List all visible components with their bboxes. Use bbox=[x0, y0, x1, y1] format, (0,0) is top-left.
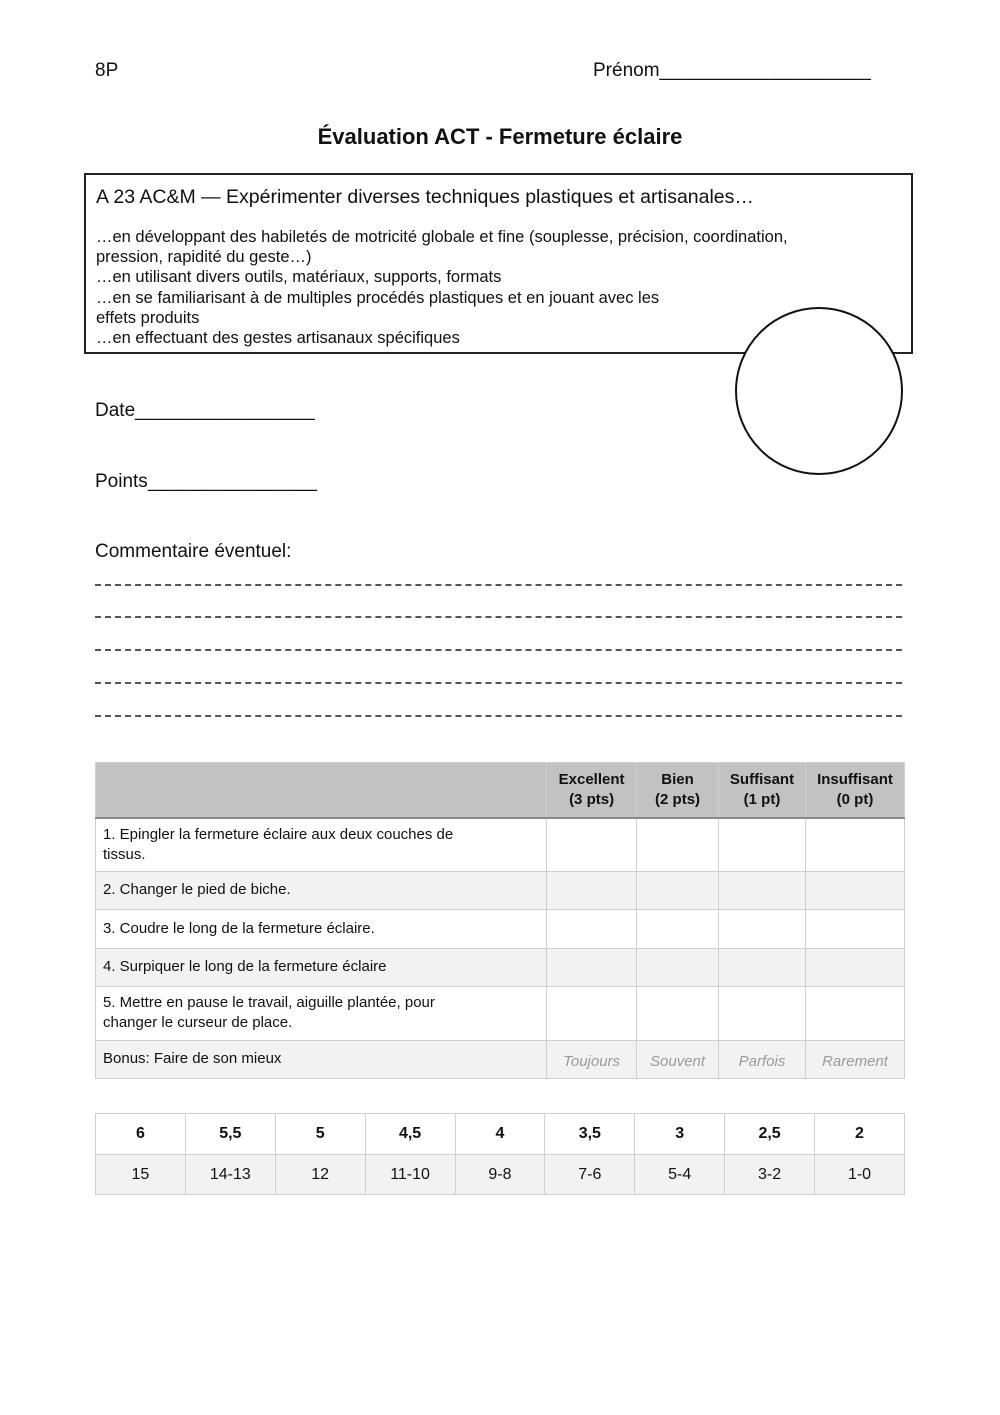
score-cell-insuffisant[interactable] bbox=[805, 871, 904, 909]
criterion-row bbox=[96, 909, 905, 948]
criterion-row bbox=[96, 871, 905, 909]
grade-cell: 2 bbox=[815, 1114, 905, 1155]
comment-label: Commentaire éventuel: bbox=[95, 541, 292, 562]
column-header-insuffisant: Insuffisant (0 pt) bbox=[805, 763, 904, 819]
points-range-cell: 15 bbox=[96, 1155, 186, 1195]
date-label: Date bbox=[95, 400, 136, 421]
score-cell-bien[interactable] bbox=[637, 948, 719, 986]
criterion-label: 1. Epingler la fermeture éclaire aux deux couches de tissus. bbox=[96, 818, 547, 871]
grade-cell: 3,5 bbox=[545, 1114, 635, 1155]
comment-line[interactable] bbox=[95, 682, 902, 684]
criterion-row bbox=[96, 986, 905, 1040]
score-cell-suffisant[interactable] bbox=[719, 871, 806, 909]
bonus-row bbox=[96, 1040, 905, 1078]
score-cell-excellent[interactable] bbox=[547, 948, 637, 986]
objective-heading: A 23 AC&M — Expérimenter diverses techniques plastiques et artisanales… bbox=[96, 186, 754, 208]
score-cell-suffisant[interactable] bbox=[719, 909, 806, 948]
grade-cell: 2,5 bbox=[725, 1114, 815, 1155]
column-header-excellent: Excellent (3 pts) bbox=[547, 763, 637, 819]
score-cell-insuffisant[interactable] bbox=[805, 818, 904, 871]
grade-cell: 4 bbox=[455, 1114, 545, 1155]
score-cell-excellent[interactable] bbox=[547, 818, 637, 871]
bonus-option-souvent[interactable]: Souvent bbox=[637, 1040, 719, 1078]
grade-cell: 3 bbox=[635, 1114, 725, 1155]
objective-line: …en développant des habiletés de motricité globale et fine (souplesse, précision, coordination, bbox=[96, 228, 788, 246]
evaluation-table bbox=[95, 762, 905, 1079]
grade-circle[interactable] bbox=[735, 307, 903, 475]
points-range-cell: 12 bbox=[275, 1155, 365, 1195]
objective-line: …en se familiarisant à de multiples procédés plastiques et en jouant avec les bbox=[96, 288, 660, 307]
grade-cell: 6 bbox=[96, 1114, 186, 1155]
comment-line[interactable] bbox=[95, 584, 902, 586]
comment-line[interactable] bbox=[95, 616, 902, 618]
score-cell-excellent[interactable] bbox=[547, 986, 637, 1040]
points-field[interactable] bbox=[95, 471, 317, 493]
grade-cell: 4,5 bbox=[365, 1114, 455, 1155]
bonus-option-toujours[interactable]: Toujours bbox=[547, 1040, 637, 1078]
score-cell-bien[interactable] bbox=[637, 871, 719, 909]
page-title: Évaluation ACT - Fermeture éclaire bbox=[317, 124, 683, 149]
points-range-cell: 14-13 bbox=[185, 1155, 275, 1195]
criteria-header bbox=[96, 763, 547, 819]
score-cell-insuffisant[interactable] bbox=[805, 909, 904, 948]
objective-line: pression, rapidité du geste…) bbox=[96, 248, 312, 267]
score-cell-bien[interactable] bbox=[637, 909, 719, 948]
score-cell-suffisant[interactable] bbox=[719, 986, 806, 1040]
objective-line: …en effectuant des gestes artisanaux spécifiques bbox=[96, 329, 460, 348]
points-range-cell: 1-0 bbox=[815, 1155, 905, 1195]
score-cell-insuffisant[interactable] bbox=[805, 986, 904, 1040]
score-cell-insuffisant[interactable] bbox=[805, 948, 904, 986]
points-blank[interactable]: ________________ bbox=[147, 471, 317, 492]
comment-line[interactable] bbox=[95, 715, 902, 717]
criterion-label: 2. Changer le pied de biche. bbox=[96, 871, 547, 909]
objective-list bbox=[96, 227, 788, 348]
grade-cell: 5 bbox=[275, 1114, 365, 1155]
firstname-label: Prénom bbox=[593, 60, 660, 81]
points-range-cell: 3-2 bbox=[725, 1155, 815, 1195]
bonus-option-parfois[interactable]: Parfois bbox=[719, 1040, 806, 1078]
points-range-cell: 7-6 bbox=[545, 1155, 635, 1195]
points-range-row bbox=[96, 1155, 905, 1195]
criterion-row bbox=[96, 948, 905, 986]
score-cell-excellent[interactable] bbox=[547, 871, 637, 909]
bonus-option-rarement[interactable]: Rarement bbox=[805, 1040, 904, 1078]
score-cell-suffisant[interactable] bbox=[719, 948, 806, 986]
points-range-cell: 5-4 bbox=[635, 1155, 725, 1195]
date-blank[interactable]: _________________ bbox=[135, 400, 315, 421]
points-range-cell: 11-10 bbox=[365, 1155, 455, 1195]
score-cell-excellent[interactable] bbox=[547, 909, 637, 948]
objective-line: effets produits bbox=[96, 308, 200, 327]
bonus-label: Bonus: Faire de son mieux bbox=[96, 1040, 547, 1078]
score-cell-suffisant[interactable] bbox=[719, 818, 806, 871]
score-scale-table bbox=[95, 1113, 905, 1195]
points-label: Points bbox=[95, 471, 148, 492]
class-level: 8P bbox=[95, 60, 119, 81]
score-cell-bien[interactable] bbox=[637, 986, 719, 1040]
column-header-bien: Bien (2 pts) bbox=[637, 763, 719, 819]
grade-cell: 5,5 bbox=[185, 1114, 275, 1155]
firstname-field[interactable] bbox=[593, 60, 871, 82]
evaluation-header-row bbox=[96, 763, 905, 819]
points-range-cell: 9-8 bbox=[455, 1155, 545, 1195]
grades-row bbox=[96, 1114, 905, 1155]
objective-line: …en utilisant divers outils, matériaux, supports, formats bbox=[96, 268, 502, 287]
firstname-blank[interactable]: ____________________ bbox=[659, 60, 871, 81]
criterion-label: 3. Coudre le long de la fermeture éclaire. bbox=[96, 909, 547, 948]
comment-line[interactable] bbox=[95, 649, 902, 651]
criterion-label: 5. Mettre en pause le travail, aiguille plantée, pour changer le curseur de place. bbox=[96, 986, 547, 1040]
criterion-label: 4. Surpiquer le long de la fermeture éclaire bbox=[96, 948, 547, 986]
date-field[interactable] bbox=[95, 400, 315, 422]
criterion-row bbox=[96, 818, 905, 871]
column-header-suffisant: Suffisant (1 pt) bbox=[719, 763, 806, 819]
score-cell-bien[interactable] bbox=[637, 818, 719, 871]
